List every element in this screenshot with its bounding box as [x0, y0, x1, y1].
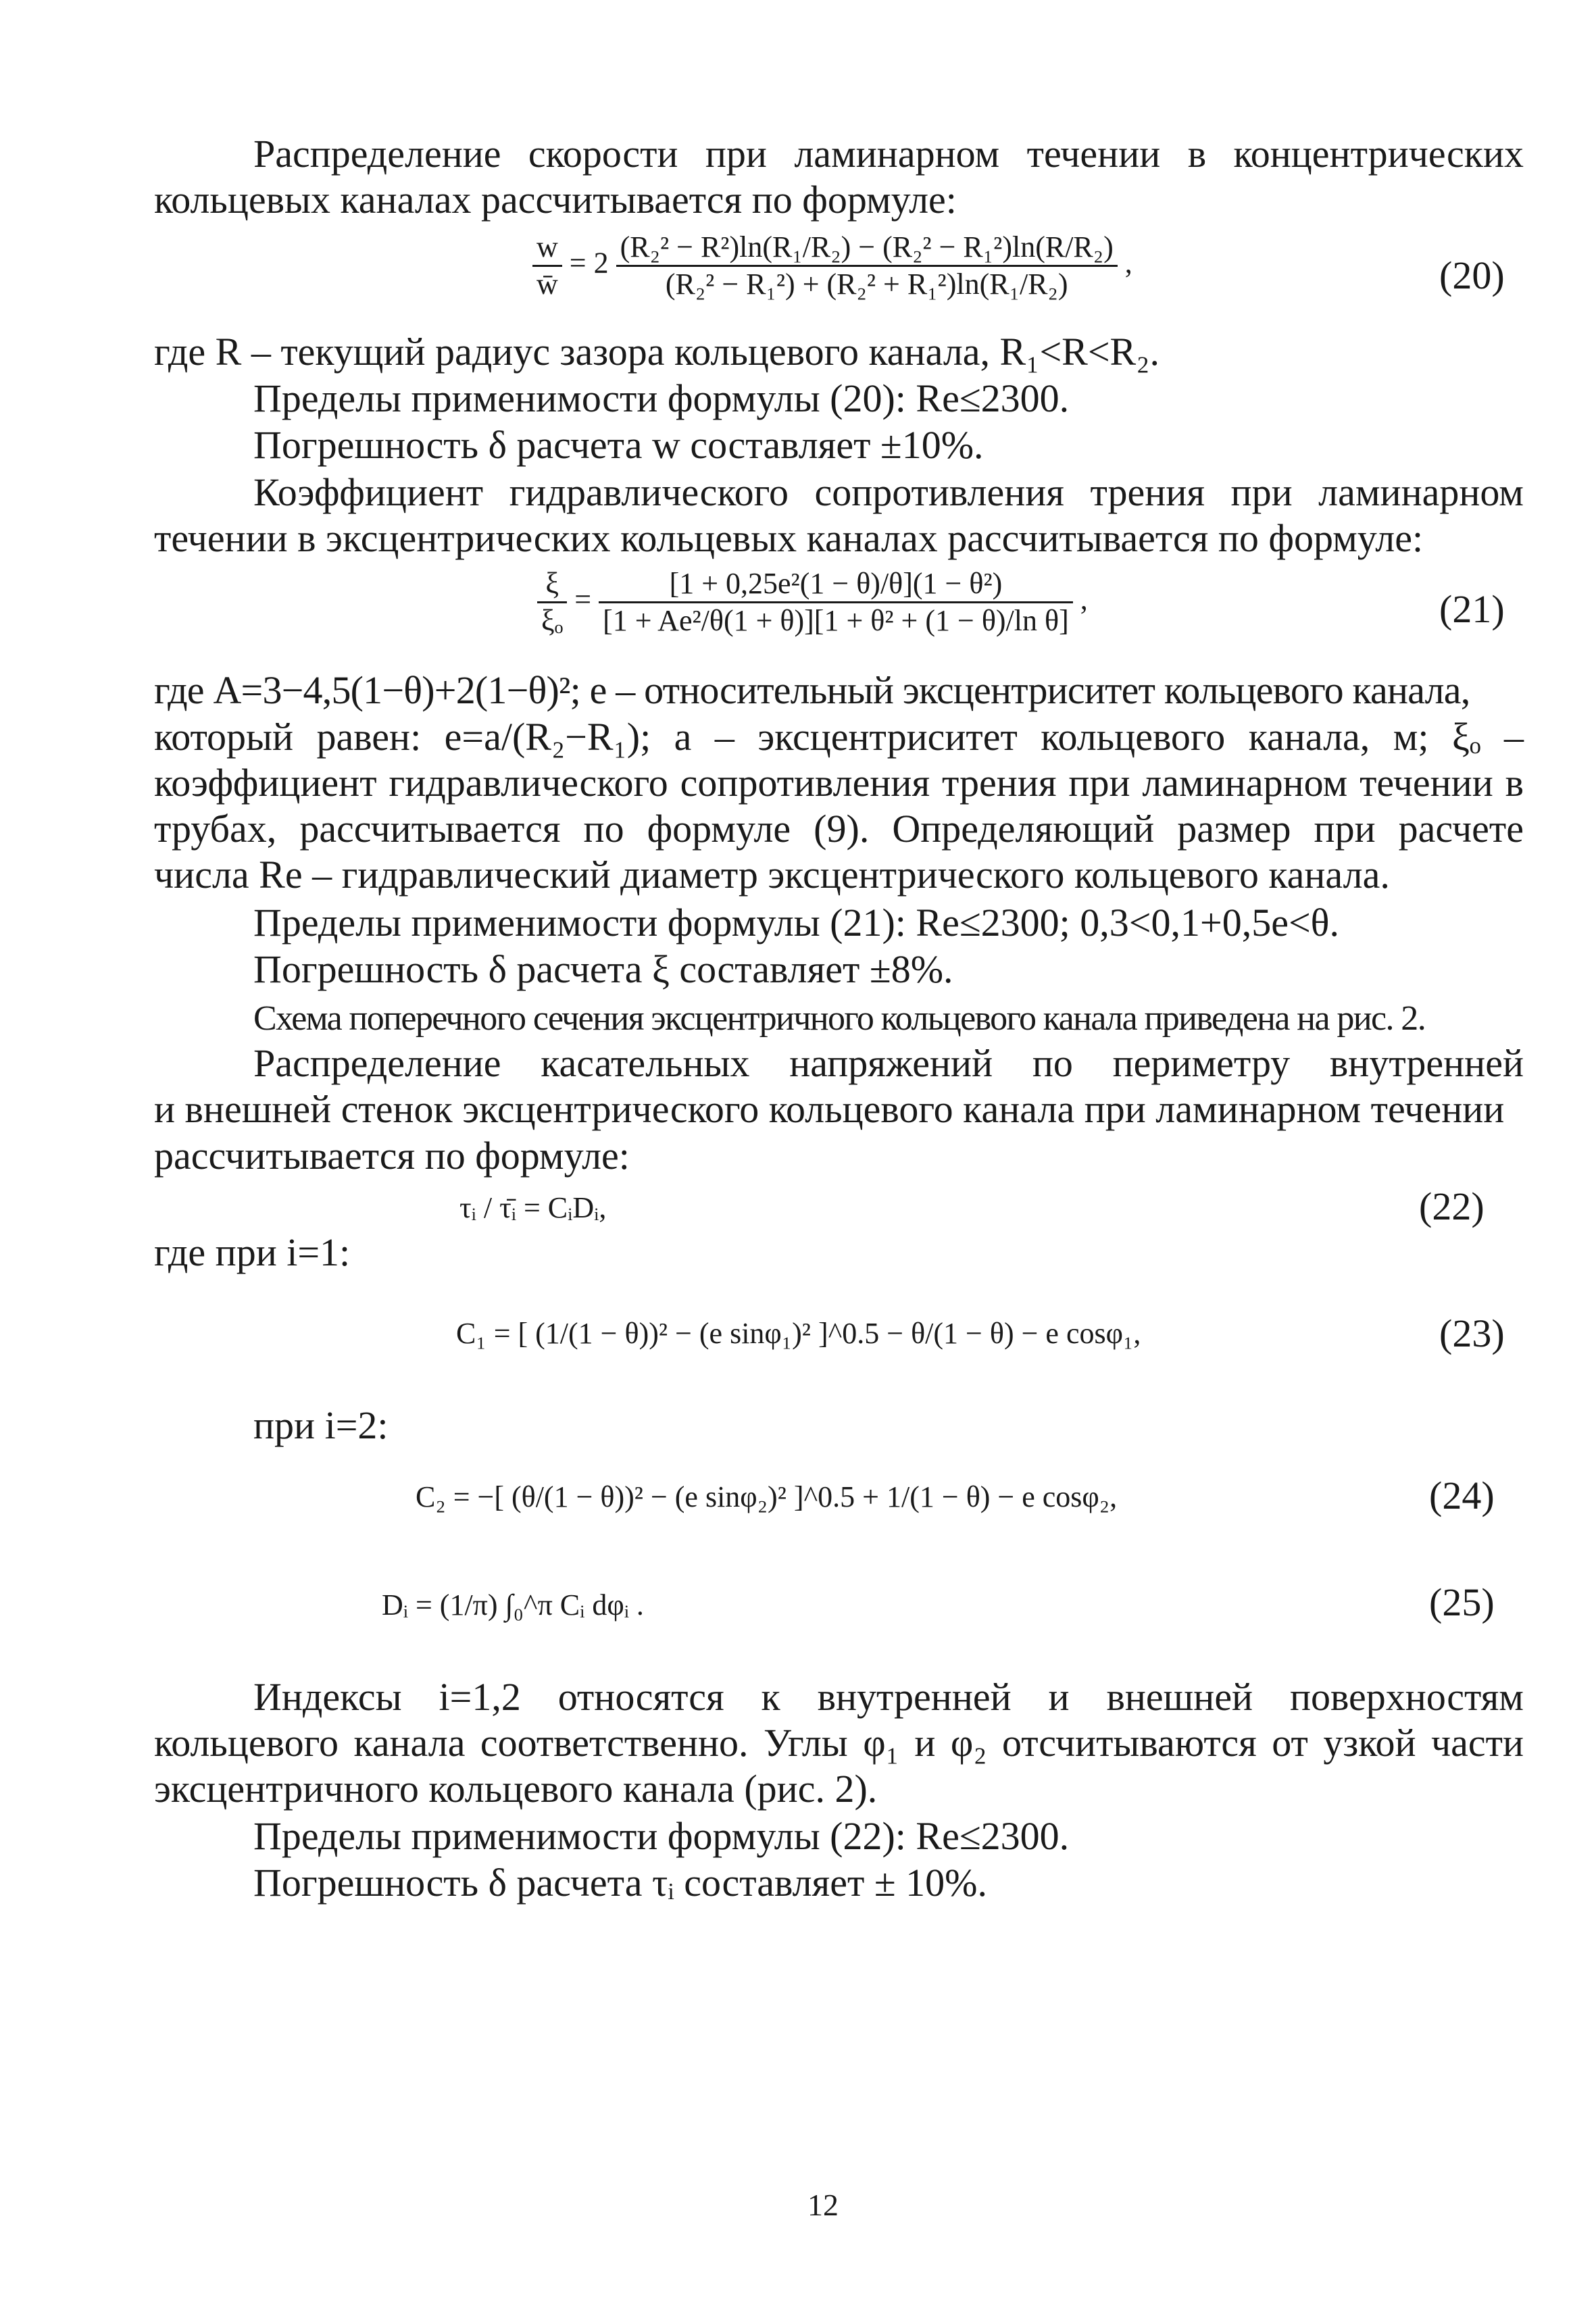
eq21-eq: = — [574, 582, 592, 616]
eq21-tail: , — [1080, 582, 1088, 616]
eq21-fraction: $\frac{\text{[1 + 0,25e²(1 − θ)/θ](1 − θ²)}}{\text{[1 + Ae²/θ(1 + θ)][1 + θ² + (1 − θ)/ln θ]}}$ — [599, 566, 1073, 638]
equation-number-24: (24) — [1429, 1474, 1495, 1517]
paragraph-line: числа Re – гидравлический диаметр эксцентрического кольцевого канала. — [154, 853, 1390, 897]
equation-20 — [532, 230, 1132, 302]
paragraph-line: трубах, рассчитывается по формуле (9). Определяющий размер при расчете — [154, 807, 1524, 851]
page-number: 12 — [807, 2188, 839, 2222]
equation-24: C₂ = −[ (θ/(1 − θ))² − (e sinφ₂)² ]^0.5 + 1/(1 − θ) − e cosφ₂, — [416, 1480, 1118, 1513]
paragraph-line: где A=3−4,5(1−θ)+2(1−θ)²; e – относительный эксцентриситет кольцевого канала, — [154, 668, 1470, 712]
paragraph-line: Коэффициент гидравлического сопротивления трения при ламинарном — [253, 470, 1524, 514]
eq20-coef: = 2 — [569, 246, 609, 280]
equation-number-22: (22) — [1419, 1184, 1485, 1228]
paragraph-line: Индексы i=1,2 относятся к внутренней и внешней поверхностям — [253, 1675, 1524, 1719]
paragraph-line: Пределы применимости формулы (21): Re≤2300; 0,3<0,1+0,5e<θ. — [253, 901, 1339, 945]
paragraph-line: и внешней стенок эксцентрического кольцевого канала при ламинарном течении — [154, 1087, 1505, 1131]
eq21-lhs: $\frac{\xi}{\text{ξₒ}}$ — [537, 566, 567, 638]
paragraph-line: Схема поперечного сечения эксцентричного кольцевого канала приведена на рис. 2. — [253, 999, 1426, 1038]
eq20-lhs: $\frac{w}{w̄}$ — [532, 230, 562, 302]
equation-number-20: (20) — [1439, 253, 1505, 297]
paragraph-line: течении в эксцентрических кольцевых каналах рассчитывается по формуле: — [154, 516, 1424, 560]
paragraph-line: Пределы применимости формулы (20): Re≤2300. — [253, 376, 1070, 420]
paragraph-line: Погрешность δ расчета τᵢ составляет ± 10%. — [253, 1861, 987, 1905]
paragraph-line: Погрешность δ расчета w составляет ±10%. — [253, 423, 984, 467]
paragraph-line: Погрешность δ расчета ξ составляет ±8%. — [253, 947, 953, 991]
paragraph-line: при i=2: — [253, 1403, 389, 1447]
equation-21 — [537, 566, 1088, 638]
equation-number-25: (25) — [1429, 1580, 1495, 1624]
paragraph-line: коэффициент гидравлического сопротивления трения при ламинарном течении в — [154, 761, 1524, 805]
paragraph-line: где R – текущий радиус зазора кольцевого канала, R₁<R<R₂. — [154, 330, 1159, 374]
equation-number-23: (23) — [1439, 1311, 1505, 1355]
paragraph-line: Распределение касательных напряжений по периметру внутренней — [253, 1041, 1524, 1085]
paragraph-line: Распределение скорости при ламинарном течении в концентрических — [253, 132, 1524, 176]
equation-number-21: (21) — [1439, 587, 1505, 631]
equation-22: τᵢ / τ̄ᵢ = CᵢDᵢ, — [459, 1191, 607, 1224]
paragraph-line: рассчитывается по формуле: — [154, 1134, 630, 1178]
paragraph-line: кольцевых каналах рассчитывается по формуле: — [154, 178, 957, 222]
paragraph-line: Пределы применимости формулы (22): Re≤2300. — [253, 1814, 1070, 1858]
paragraph-line: который равен: e=a/(R₂−R₁); a – эксцентриситет кольцевого канала, м; ξₒ – — [154, 715, 1524, 759]
paragraph-line: где при i=1: — [154, 1230, 351, 1274]
paragraph-line: эксцентричного кольцевого канала (рис. 2). — [154, 1767, 878, 1811]
equation-25: Dᵢ = (1/π) ∫₀^π Cᵢ dφᵢ . — [382, 1588, 644, 1621]
equation-23: C₁ = [ (1/(1 − θ))² − (e sinφ₁)² ]^0.5 − θ/(1 − θ) − e cosφ₁, — [456, 1317, 1141, 1350]
paragraph-line: кольцевого канала соответственно. Углы φ₁ и φ₂ отсчитываются от узкой части — [154, 1721, 1524, 1765]
eq20-fraction: $\frac{\text{(R₂² − R²)ln(R₁/R₂) − (R₂² − R₁²)ln(R/R₂)}}{\text{(R₂² − R₁²) + (R₂² + R₁²)ln(R₁/R₂)}}$ — [616, 230, 1118, 302]
eq20-tail: , — [1124, 246, 1132, 280]
